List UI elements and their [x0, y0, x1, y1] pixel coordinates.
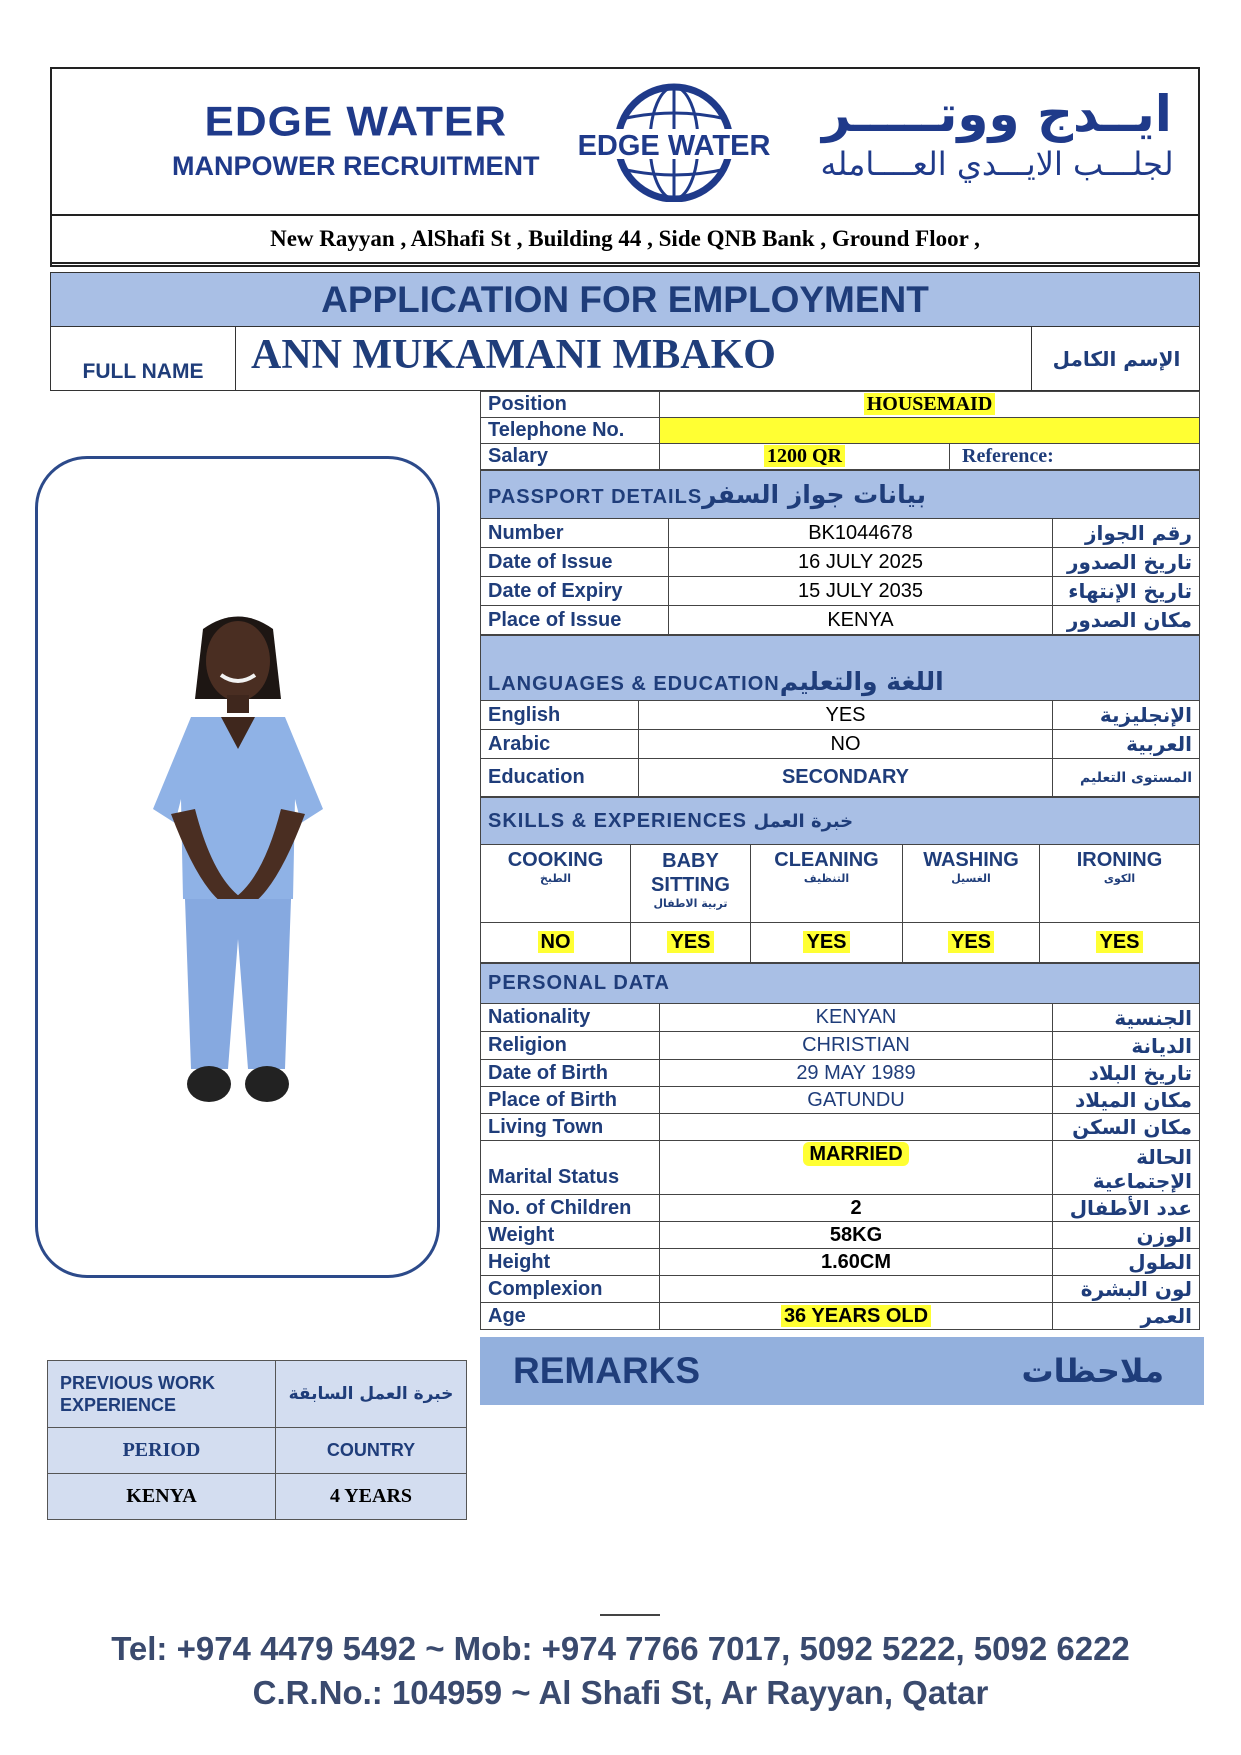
personal-row [481, 1087, 1200, 1114]
personal-row [481, 1195, 1200, 1222]
personal-label: Religion [481, 1032, 660, 1060]
skill-value: YES [803, 931, 849, 953]
passport-label-arabic: رقم الجواز [1053, 519, 1200, 548]
personal-value: CHRISTIAN [660, 1032, 1053, 1060]
telephone-value [660, 418, 1200, 444]
personal-row [481, 1276, 1200, 1303]
previous-work-title: PREVIOUS WORK EXPERIENCE [48, 1361, 276, 1428]
skills-value-row [481, 923, 1200, 963]
reference-label: Reference: [950, 444, 1200, 470]
personal-row [481, 1249, 1200, 1276]
personal-value [660, 1114, 1053, 1141]
skill-label-arabic: الغسيل [951, 872, 991, 885]
skills-section-header [481, 798, 1200, 845]
previous-work-row [48, 1474, 467, 1520]
position-row [481, 392, 1200, 418]
language-label: Arabic [481, 730, 639, 759]
passport-value: KENYA [669, 606, 1053, 635]
position-value: HOUSEMAID [864, 393, 996, 415]
personal-label-arabic: تاريخ البلاد [1053, 1060, 1200, 1087]
footer-address-line: C.R.No.: 104959 ~ Al Shafi St, Ar Rayyan, Qatar [252, 1674, 989, 1711]
full-name-label-arabic: الإسم الكامل [1031, 327, 1201, 390]
full-name-row [50, 327, 1200, 391]
personal-label: Weight [481, 1222, 660, 1249]
personal-row [481, 1032, 1200, 1060]
passport-row [481, 519, 1200, 548]
skill-value: YES [1096, 931, 1142, 953]
company-logo-arabic [807, 85, 1187, 183]
skill-label: IRONING [1076, 849, 1163, 871]
skill-value: YES [948, 931, 994, 953]
personal-row [481, 1222, 1200, 1249]
education-value: SECONDARY [639, 759, 1053, 797]
skill-label: CLEANING [774, 849, 879, 871]
skill-header [903, 845, 1040, 923]
personal-label-arabic: الطول [1053, 1249, 1200, 1276]
previous-work-columns-row [48, 1428, 467, 1474]
education-label-arabic: المستوى التعليم [1053, 759, 1200, 797]
passport-title: PASSPORT DETAILS [488, 486, 703, 508]
education-row [481, 759, 1200, 797]
personal-label: Height [481, 1249, 660, 1276]
personal-value: 1.60CM [660, 1249, 1053, 1276]
skills-title-arabic: خبرة العمل [753, 810, 854, 832]
applicant-figure [133, 609, 343, 1129]
skill-header [631, 845, 751, 923]
footer-contact [0, 1630, 1241, 1712]
company-logo-english [172, 97, 539, 182]
skill-header [1040, 845, 1200, 923]
skills-header-row [481, 845, 1200, 923]
country-cell: 4 YEARS [276, 1474, 467, 1520]
language-row [481, 730, 1200, 759]
personal-value [660, 1276, 1053, 1303]
period-cell: KENYA [48, 1474, 276, 1520]
globe-logo-icon [547, 77, 802, 202]
personal-label: Marital Status [481, 1141, 660, 1195]
languages-table [480, 635, 1200, 797]
personal-section-header: PERSONAL DATA [481, 964, 1200, 1004]
passport-value: 15 JULY 2035 [669, 577, 1053, 606]
personal-value: 58KG [660, 1222, 1053, 1249]
footer-divider [600, 1614, 660, 1616]
full-name-value: ANN MUKAMANI MBAKO [251, 332, 776, 378]
form-title: APPLICATION FOR EMPLOYMENT [50, 272, 1200, 327]
language-label-arabic: الإنجليزية [1053, 701, 1200, 730]
personal-label: Age [481, 1303, 660, 1330]
passport-label-arabic: تاريخ الإنتهاء [1053, 577, 1200, 606]
personal-label-arabic: لون البشرة [1053, 1276, 1200, 1303]
passport-row [481, 606, 1200, 635]
passport-value: BK1044678 [669, 519, 1053, 548]
personal-label-arabic: الديانة [1053, 1032, 1200, 1060]
logo-line-1: EDGE WATER [204, 98, 507, 145]
passport-label: Place of Issue [481, 606, 669, 635]
language-label-arabic: العربية [1053, 730, 1200, 759]
personal-label: Date of Birth [481, 1060, 660, 1087]
previous-work-title-arabic: خبرة العمل السابقة [276, 1361, 467, 1428]
skill-value: NO [538, 931, 574, 953]
language-value: YES [639, 701, 1053, 730]
skill-label-arabic: التنظيف [803, 872, 850, 885]
personal-label-arabic: الوزن [1053, 1222, 1200, 1249]
passport-label: Date of Expiry [481, 577, 669, 606]
personal-value: GATUNDU [660, 1087, 1053, 1114]
skill-value: YES [667, 931, 713, 953]
remarks-bar [480, 1337, 1204, 1405]
applicant-photo [35, 456, 440, 1278]
personal-label: Place of Birth [481, 1087, 660, 1114]
personal-row [481, 1114, 1200, 1141]
previous-work-header-row [48, 1361, 467, 1428]
language-row [481, 701, 1200, 730]
personal-row [481, 1303, 1200, 1330]
personal-label: No. of Children [481, 1195, 660, 1222]
personal-label-arabic: مكان الميلاد [1053, 1087, 1200, 1114]
passport-title-arabic: بيانات جواز السفر [702, 480, 927, 509]
personal-row [481, 1004, 1200, 1032]
logo-line-2: MANPOWER RECRUITMENT [172, 151, 540, 181]
footer-phone-line: Tel: +974 4479 5492 ~ Mob: +974 7766 7017, 5092 5222, 5092 6222 [111, 1630, 1130, 1667]
applicant-details [480, 391, 1200, 1330]
skill-label: COOKING [507, 849, 604, 871]
country-column-header: COUNTRY [276, 1428, 467, 1474]
full-name-label: FULL NAME [51, 327, 236, 390]
personal-value: 36 YEARS OLD [781, 1305, 931, 1327]
salary-row [481, 444, 1200, 470]
logo-arabic-line-2: لجلـــب الايـــدي العــــامله [820, 145, 1174, 183]
language-label: English [481, 701, 639, 730]
skills-table [480, 797, 1200, 963]
passport-label: Date of Issue [481, 548, 669, 577]
salary-label: Salary [481, 444, 660, 470]
skill-label-arabic: تربية الاطفال [653, 897, 728, 910]
personal-label: Nationality [481, 1004, 660, 1032]
remarks-label-arabic: ملاحظات [1021, 1352, 1164, 1390]
passport-table [480, 470, 1200, 635]
passport-row [481, 548, 1200, 577]
telephone-row [481, 418, 1200, 444]
job-table [480, 391, 1200, 470]
logo-arabic-line-1: ايــدج ووتـــــر [822, 85, 1172, 143]
logo-center-text: EDGE WATER [577, 130, 771, 162]
personal-value: 2 [660, 1195, 1053, 1222]
personal-row [481, 1060, 1200, 1087]
skill-label-arabic: الطبخ [539, 872, 572, 885]
personal-value: 29 MAY 1989 [660, 1060, 1053, 1087]
personal-row [481, 1141, 1200, 1195]
remarks-label: REMARKS [513, 1350, 701, 1391]
personal-value: KENYAN [660, 1004, 1053, 1032]
passport-label-arabic: مكان الصدور [1053, 606, 1200, 635]
skill-label: BABY SITTING [651, 850, 730, 896]
language-value: NO [639, 730, 1053, 759]
skill-label-arabic: الكوى [1103, 872, 1136, 885]
salary-value: 1200 QR [764, 445, 845, 467]
company-address: New Rayyan , AlShafi St , Building 44 , Side QNB Bank , Ground Floor , [52, 214, 1198, 264]
passport-section-header [481, 471, 1200, 519]
previous-work-table [47, 1360, 467, 1520]
personal-value: MARRIED [803, 1142, 908, 1166]
personal-data-table [480, 963, 1200, 1330]
personal-label: Complexion [481, 1276, 660, 1303]
personal-label-arabic: العمر [1053, 1303, 1200, 1330]
personal-label-arabic: مكان السكن [1053, 1114, 1200, 1141]
position-label: Position [481, 392, 660, 418]
personal-label-arabic: الحالة الإجتماعية [1053, 1141, 1200, 1195]
skill-header [481, 845, 631, 923]
letterhead [50, 67, 1200, 267]
telephone-label: Telephone No. [481, 418, 660, 444]
education-label: Education [481, 759, 639, 797]
period-column-header: PERIOD [48, 1428, 276, 1474]
skills-title: SKILLS & EXPERIENCES [488, 809, 747, 832]
skill-header [751, 845, 903, 923]
passport-row [481, 577, 1200, 606]
personal-label-arabic: عدد الأطفال [1053, 1195, 1200, 1222]
passport-label-arabic: تاريخ الصدور [1053, 548, 1200, 577]
languages-title: LANGUAGES & EDUCATION [488, 673, 780, 695]
personal-label: Living Town [481, 1114, 660, 1141]
skill-label: WASHING [923, 849, 1019, 871]
passport-label: Number [481, 519, 669, 548]
personal-label-arabic: الجنسية [1053, 1004, 1200, 1032]
languages-title-arabic: اللغة والتعليم [779, 667, 944, 696]
passport-value: 16 JULY 2025 [669, 548, 1053, 577]
languages-section-header [481, 636, 1200, 701]
